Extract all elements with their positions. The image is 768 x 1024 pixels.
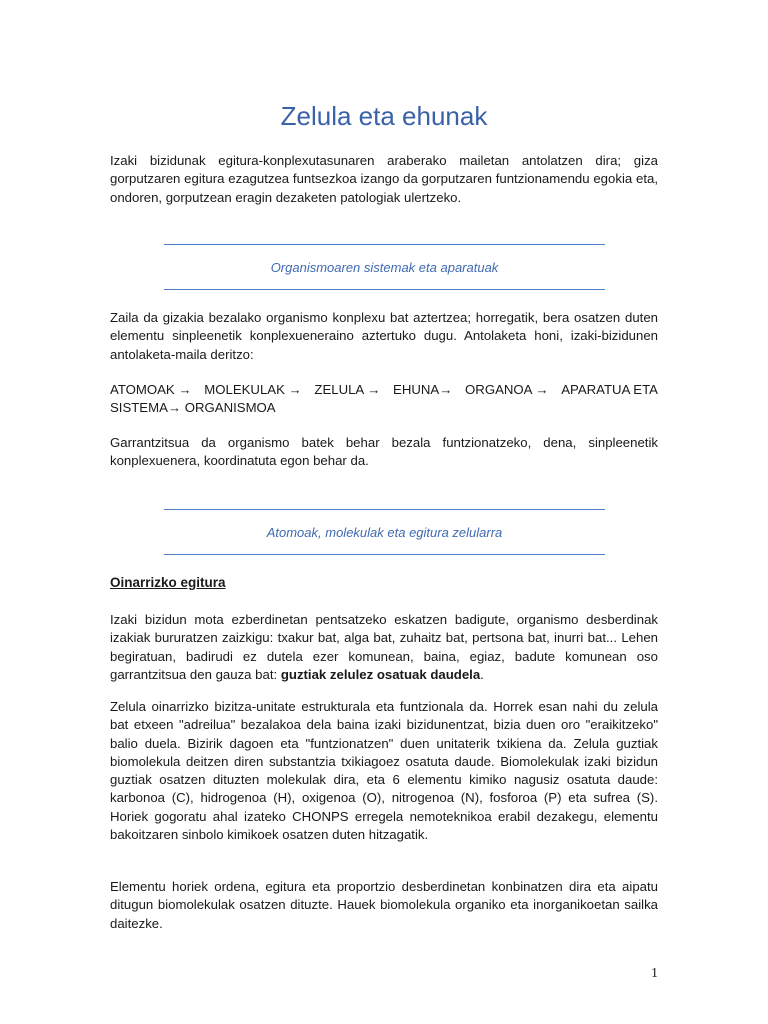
body-paragraph: Elementu horiek ordena, egitura eta proportzio desberdinetan konbinatzen dira eta aipatu ditugun biomolekulak osatzen dituzte. Hauek biomolekula organiko eta inorganikoetan sailka daitezke. [110,879,658,931]
flow-level: EHUNA→ [393,382,453,397]
organization-levels-flow [110,381,658,418]
arrow-right-icon: → [535,382,549,397]
bold-emphasis: guztiak zelulez osatuak daudela [280,666,481,682]
arrow-right-icon: → [439,382,453,397]
section-heading-box [164,244,605,290]
flow-level: SISTEMA [110,400,168,416]
flow-row-1 [110,381,658,399]
arrow-right-icon: → [178,382,192,397]
flow-level: APARATUA ETA [561,382,658,397]
body-paragraph: Izaki bizidun mota ezberdinetan pentsatzeko eskatzen badigute, organismo desberdinak izakiak bururatzen zaizkigu: txakur bat, alga bat, zuhaitz bat, pertsona bat, inurri bat... Lehen begiratuan, badirudi ez dutela ezer komunean, baina, egiaz, badute komunean oso garrantzitsua den gauza bat: guztiak zelulez osatuak daudela. [110,612,658,682]
body-paragraph: Zelula oinarrizko bizitza-unitate estrukturala eta funtzionala da. Horrek esan nahi du zelula bat etxeen "adreilua" bezalakoa dela baina izaki bizidunentzat, bizia duen oro "eraikitzeko" balio duela. Bizirik dagoen eta "funtzionatzen" duen unitaterik txikiena da. Zelula guztiak biomolekula deitzen diren substantzia txikiagoez osatuta daude. Biomolekulak izaki bizidun guztiak osatzen dituzten molekulak dira, eta 6 elementu kimiko nagusiz osatuta daude: karbonoa (C), hidrogenoa (H), oxigenoa (O), nitrogenoa (N), fosforoa (P) eta sufrea (S). Horiek gogoratu ahal izateko CHONPS erregela nemoteknikoa erabil dezakegu, elementu bakoitzaren sinbolo kimikoek osatzen duten hitzagatik. [110,699,658,843]
page-number: 1 [651,966,658,981]
section-heading-box [164,509,605,555]
section-heading: Atomoak, molekulak eta egitura zelularra [266,524,503,540]
subheading: Oinarrizko egitura [110,575,226,590]
body-paragraph: Zaila da gizakia bezalako organismo konplexu bat aztertzea; horregatik, bera osatzen duten elementu sinpleenetik konplexueneraino aztertuko dugu. Antolaketa honi, izaki-bizidunen antolaketa-maila deritzo: [110,310,658,362]
section-heading: Organismoaren sistemak eta aparatuak [270,259,499,275]
flow-row-2 [110,399,658,417]
arrow-right-icon: → [288,382,302,397]
flow-level: ORGANISMOA [184,400,276,416]
intro-paragraph: Izaki bizidunak egitura-konplexutasunaren araberako mailetan antolatzen dira; giza gorputzaren egitura ezagutzea funtsezkoa izango da gorputzaren funtzionamendu egokia eta, ondoren, gorputzean eragin dezaketen patologiak ulertzeko. [110,153,658,205]
arrow-right-icon: → [167,400,182,416]
page-title: Zelula eta ehunak [280,101,488,131]
flow-level: ATOMOAK → [110,382,192,397]
flow-level: ORGANOA → [465,382,549,397]
arrow-right-icon: → [367,382,381,397]
flow-level: MOLEKULAK → [204,382,302,397]
body-paragraph: Garrantzitsua da organismo batek behar bezala funtzionatzeko, dena, sinpleenetik konplexuenera, koordinatuta egon behar da. [110,435,658,469]
flow-level: ZELULA → [314,382,381,397]
